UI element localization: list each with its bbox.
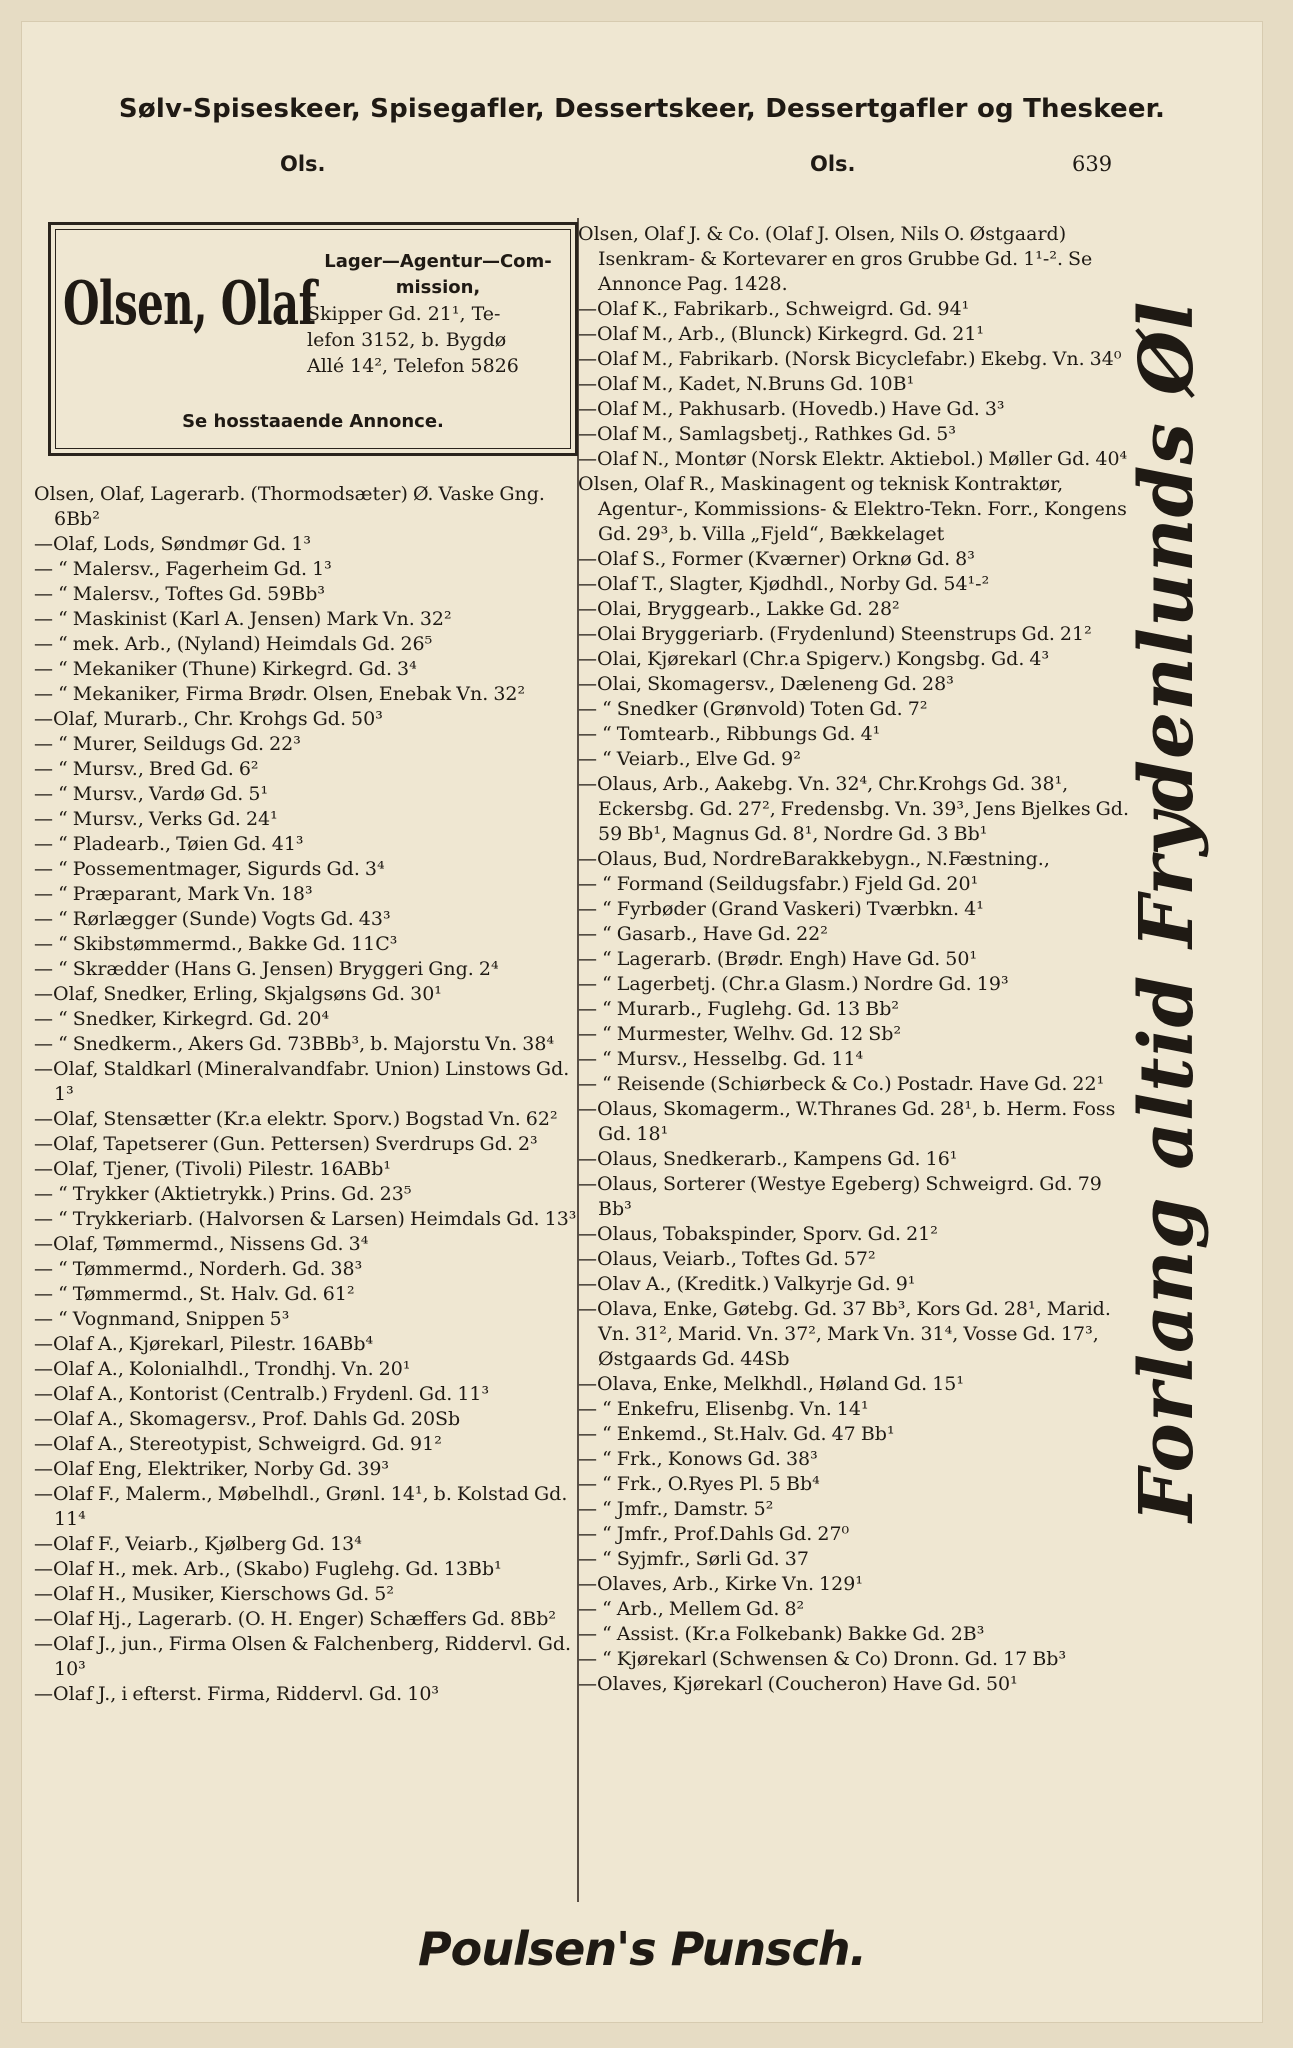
directory-entry: — “ Assist. (Kr.a Folkebank) Bakke Gd. 2B³ [578, 1623, 985, 1645]
directory-entry: —Olaf N., Montør (Norsk Elektr. Aktiebol.) Møller Gd. 40⁴ [578, 448, 1128, 470]
directory-entry: —Olaf A., Skomagersv., Prof. Dahls Gd. 20Sb [34, 1408, 461, 1430]
directory-entry: — “ Pladearb., Tøien Gd. 41³ [34, 833, 304, 855]
directory-entry: — “ Skibstømmermd., Bakke Gd. 11C³ [34, 933, 398, 955]
directory-entry: — “ Maskinist (Karl A. Jensen) Mark Vn. 32² [34, 608, 452, 630]
directory-entry: —Olav A., (Kreditk.) Valkyrje Gd. 9¹ [578, 1273, 916, 1295]
directory-entry: —Olaf Eng, Elektriker, Norby Gd. 39³ [34, 1458, 390, 1480]
directory-entry: —Olaf T., Slagter, Kjødhdl., Norby Gd. 54¹-² [578, 573, 990, 595]
directory-entry: —Olaus, Skomagerm., W.Thranes Gd. 28¹, b. Herm. Foss Gd. 18¹ [578, 1098, 1116, 1145]
directory-entry: —Olaf, Stensætter (Kr.a elektr. Sporv.) Bogstad Vn. 62² [34, 1108, 558, 1130]
directory-entry: — “ Tømmermd., Norderh. Gd. 38³ [34, 1258, 363, 1280]
directory-entry: —Olaf J., i efterst. Firma, Riddervl. Gd. 10³ [34, 1683, 440, 1705]
directory-entry: — “ Fyrbøder (Grand Vaskeri) Tværbkn. 4¹ [578, 898, 984, 920]
directory-entry: — “ Enkefru, Elisenbg. Vn. 14¹ [578, 1398, 869, 1420]
directory-entry: —Olaf M., Pakhusarb. (Hovedb.) Have Gd. 3³ [578, 398, 1005, 420]
directory-entry: —Olaus, Arb., Aakebg. Vn. 32⁴, Chr.Krohgs Gd. 38¹, Eckersbg. Gd. 27², Fredensbg. Vn. 39³, Jens Bjelkes Gd. 59 Bb¹, Magnus Gd. 8¹, Nordre Gd. 3 Bb¹ [578, 773, 1130, 845]
header-left: Ols. [280, 152, 326, 176]
directory-entry: — “ Mursv., Vardø Gd. 5¹ [34, 783, 269, 805]
directory-entry: — “ Malersv., Fagerheim Gd. 1³ [34, 558, 332, 580]
directory-entry: —Olaus, Sorterer (Westye Egeberg) Schweigrd. Gd. 79 Bb³ [578, 1173, 1102, 1220]
directory-entry: —Olaf K., Fabrikarb., Schweigrd. Gd. 94¹ [578, 298, 970, 320]
directory-entry: —Olaf, Tjener, (Tivoli) Pilestr. 16ABb¹ [34, 1158, 391, 1180]
directory-entry: Olsen, Olaf, Lagerarb. (Thormodsæter) Ø. Vaske Gng. 6Bb² [34, 483, 545, 530]
directory-entry: —Olaf A., Kontorist (Centralb.) Frydenl. Gd. 11³ [34, 1383, 490, 1405]
directory-entry: — “ Lagerarb. (Brødr. Engh) Have Gd. 50¹ [578, 948, 978, 970]
directory-entry: — “ Rørlægger (Sunde) Vogts Gd. 43³ [34, 908, 391, 930]
directory-entry: — “ Reisende (Schiørbeck & Co.) Postadr. Have Gd. 22¹ [578, 1073, 1105, 1095]
directory-entry: —Olaf A., Stereotypist, Schweigrd. Gd. 91² [34, 1433, 442, 1455]
advert-reference: Se hosstaaende Annonce. [182, 411, 444, 432]
directory-entry: — “ Syjmfr., Sørli Gd. 37 [578, 1548, 809, 1570]
directory-entry: — “ Murmester, Welhv. Gd. 12 Sb² [578, 1023, 902, 1045]
directory-entry: — “ Kjørekarl (Schwensen & Co) Dronn. Gd. 17 Bb³ [578, 1648, 1067, 1670]
directory-entry: Olsen, Olaf J. & Co. (Olaf J. Olsen, Nils O. Østgaard) Isenkram- & Kortevarer en gros Grubbe Gd. 1¹-². Se Annonce Pag. 1428. [578, 223, 1093, 295]
advert-details [307, 249, 569, 379]
directory-entry: —Olaf Hj., Lagerarb. (O. H. Enger) Schæffers Gd. 8Bb² [34, 1608, 556, 1630]
directory-entry: — “ Snedker, Kirkegrd. Gd. 20⁴ [34, 1008, 330, 1030]
directory-entry: — “ Formand (Seildugsfabr.) Fjeld Gd. 20¹ [578, 873, 979, 895]
directory-entry: — “ Mekaniker (Thune) Kirkegrd. Gd. 3⁴ [34, 658, 417, 680]
header-middle: Ols. [810, 152, 856, 176]
advert-line: lefon 3152, b. Bygdø [307, 329, 507, 351]
directory-entry: —Olaves, Kjørekarl (Coucheron) Have Gd. 50¹ [578, 1673, 1018, 1695]
advert-line: mission, [395, 277, 481, 298]
directory-entry: —Olaus, Veiarb., Toftes Gd. 57² [578, 1248, 876, 1270]
banner-ad: Sølv-Spiseskeer, Spisegafler, Dessertskeer, Dessertgafler og Theskeer. [118, 94, 1166, 124]
directory-entry: —Olaf M., Fabrikarb. (Norsk Bicyclefabr.) Ekebg. Vn. 34⁰ [578, 348, 1122, 370]
directory-entry: — “ Frk., Konows Gd. 38³ [578, 1448, 818, 1470]
vertical-advert: Forlang altid Frydenlunds Øl [1124, 300, 1210, 1522]
directory-entry: Olsen, Olaf R., Maskinagent og teknisk Kontraktør, Agentur-, Kommissions- & Elektro-Tekn. Forr., Kongens Gd. 29³, b. Villa „Fjeld“, Bækkelaget [578, 473, 1127, 545]
directory-entry: — “ Trykker (Aktietrykk.) Prins. Gd. 23⁵ [34, 1183, 412, 1205]
advert-line: Lager—Agentur—Com- [324, 251, 552, 272]
directory-entry: —Olai Bryggeriarb. (Frydenlund) Steenstrups Gd. 21² [578, 623, 1092, 645]
advert-box [48, 222, 578, 456]
directory-entry: —Olava, Enke, Melkhdl., Høland Gd. 15¹ [578, 1373, 965, 1395]
advert-name: Olsen, Olaf [63, 269, 316, 339]
directory-entry: —Olaf, Staldkarl (Mineralvandfabr. Union) Linstows Gd. 1³ [34, 1058, 570, 1105]
left-column [34, 222, 582, 1707]
directory-entry: —Olaf, Tømmermd., Nissens Gd. 3⁴ [34, 1233, 369, 1255]
directory-entry: —Olaf F., Veiarb., Kjølberg Gd. 13⁴ [34, 1533, 362, 1555]
directory-entry: —Olaf, Tapetserer (Gun. Pettersen) Sverdrups Gd. 2³ [34, 1133, 538, 1155]
directory-entry: — “ Snedker (Grønvold) Toten Gd. 7² [578, 698, 928, 720]
directory-entry: — “ Frk., O.Ryes Pl. 5 Bb⁴ [578, 1473, 820, 1495]
directory-entry: — “ Enkemd., St.Halv. Gd. 47 Bb¹ [578, 1423, 895, 1445]
directory-entry: — “ Snedkerm., Akers Gd. 73BBb³, b. Majorstu Vn. 38⁴ [34, 1033, 555, 1055]
right-entry-list [578, 222, 1138, 1697]
directory-entry: —Olaf J., jun., Firma Olsen & Falchenberg, Riddervl. Gd. 10³ [34, 1633, 572, 1680]
directory-entry: —Olaf H., mek. Arb., (Skabo) Fuglehg. Gd. 13Bb¹ [34, 1558, 502, 1580]
directory-entry: —Olaus, Tobakspinder, Sporv. Gd. 21² [578, 1223, 938, 1245]
directory-entry: — “ Veiarb., Elve Gd. 9² [578, 748, 801, 770]
directory-entry: — “ Gasarb., Have Gd. 22² [578, 923, 828, 945]
directory-page [22, 22, 1262, 2022]
directory-entry: —Olaf A., Kolonialhdl., Trondhj. Vn. 20¹ [34, 1358, 411, 1380]
directory-entry: — “ Murarb., Fuglehg. Gd. 13 Bb² [578, 998, 900, 1020]
page-number: 639 [1072, 152, 1113, 176]
directory-entry: —Olaf F., Malerm., Møbelhdl., Grønl. 14¹, b. Kolstad Gd. 11⁴ [34, 1483, 568, 1530]
directory-entry: —Olava, Enke, Gøtebg. Gd. 37 Bb³, Kors Gd. 28¹, Marid. Vn. 31², Marid. Vn. 37², Mark Vn. 31⁴, Vosse Gd. 17³, Østgaards Gd. 44Sb [578, 1298, 1111, 1370]
directory-entry: — “ Jmfr., Prof.Dahls Gd. 27⁰ [578, 1523, 850, 1545]
directory-entry: —Olaves, Arb., Kirke Vn. 129¹ [578, 1573, 863, 1595]
directory-entry: — “ Mursv., Bred Gd. 6² [34, 758, 259, 780]
directory-entry: — “ Malersv., Toftes Gd. 59Bb³ [34, 583, 326, 605]
directory-entry: — “ Trykkeriarb. (Halvorsen & Larsen) Heimdals Gd. 13³ [34, 1208, 577, 1230]
directory-entry: — “ Tomtearb., Ribbungs Gd. 4¹ [578, 723, 881, 745]
directory-entry: — “ Skrædder (Hans G. Jensen) Bryggeri Gng. 2⁴ [34, 958, 499, 980]
directory-entry: —Olaf M., Kadet, N.Bruns Gd. 10B¹ [578, 373, 915, 395]
directory-entry: — “ Possementmager, Sigurds Gd. 3⁴ [34, 858, 385, 880]
directory-entry: — “ Tømmermd., St. Halv. Gd. 61² [34, 1283, 355, 1305]
directory-entry: —Olaf A., Kjørekarl, Pilestr. 16ABb⁴ [34, 1333, 374, 1355]
directory-entry: —Olaf M., Samlagsbetj., Rathkes Gd. 5³ [578, 423, 956, 445]
directory-entry: —Olaf, Murarb., Chr. Krohgs Gd. 50³ [34, 708, 383, 730]
right-column [578, 222, 1138, 1697]
directory-entry: —Olaus, Bud, NordreBarakkebygn., N.Fæstning., [578, 848, 1050, 870]
directory-entry: — “ Mekaniker, Firma Brødr. Olsen, Enebak Vn. 32² [34, 683, 526, 705]
directory-entry: — “ Mursv., Verks Gd. 24¹ [34, 808, 278, 830]
left-entry-list [34, 482, 582, 1707]
advert-line: Allé 14², Telefon 5826 [307, 355, 519, 377]
directory-entry: —Olaf, Snedker, Erling, Skjalgsøns Gd. 30¹ [34, 983, 442, 1005]
directory-entry: —Olai, Skomagersv., Dæleneng Gd. 28³ [578, 673, 954, 695]
directory-entry: —Olaus, Snedkerarb., Kampens Gd. 16¹ [578, 1148, 958, 1170]
advert-line: Skipper Gd. 21¹, Te- [307, 303, 501, 325]
directory-entry: —Olaf M., Arb., (Blunck) Kirkegrd. Gd. 21¹ [578, 323, 985, 345]
directory-entry: — “ Præparant, Mark Vn. 18³ [34, 883, 313, 905]
directory-entry: —Olaf S., Former (Kværner) Orknø Gd. 8³ [578, 548, 975, 570]
directory-entry: —Olaf, Lods, Søndmør Gd. 1³ [34, 533, 312, 555]
directory-entry: — “ Jmfr., Damstr. 5² [578, 1498, 774, 1520]
directory-entry: — “ mek. Arb., (Nyland) Heimdals Gd. 26⁵ [34, 633, 433, 655]
directory-entry: — “ Vognmand, Snippen 5³ [34, 1308, 290, 1330]
directory-entry: — “ Murer, Seildugs Gd. 22³ [34, 733, 301, 755]
directory-entry: — “ Mursv., Hesselbg. Gd. 11⁴ [578, 1048, 864, 1070]
footer-advert: Poulsen's Punsch. [417, 1922, 867, 1976]
directory-entry: —Olai, Kjørekarl (Chr.a Spigerv.) Kongsbg. Gd. 4³ [578, 648, 1050, 670]
directory-entry: — “ Arb., Mellem Gd. 8² [578, 1598, 805, 1620]
directory-entry: —Olai, Bryggearb., Lakke Gd. 28² [578, 598, 900, 620]
directory-entry: — “ Lagerbetj. (Chr.a Glasm.) Nordre Gd. 19³ [578, 973, 1009, 995]
directory-entry: —Olaf H., Musiker, Kierschows Gd. 5² [34, 1583, 394, 1605]
